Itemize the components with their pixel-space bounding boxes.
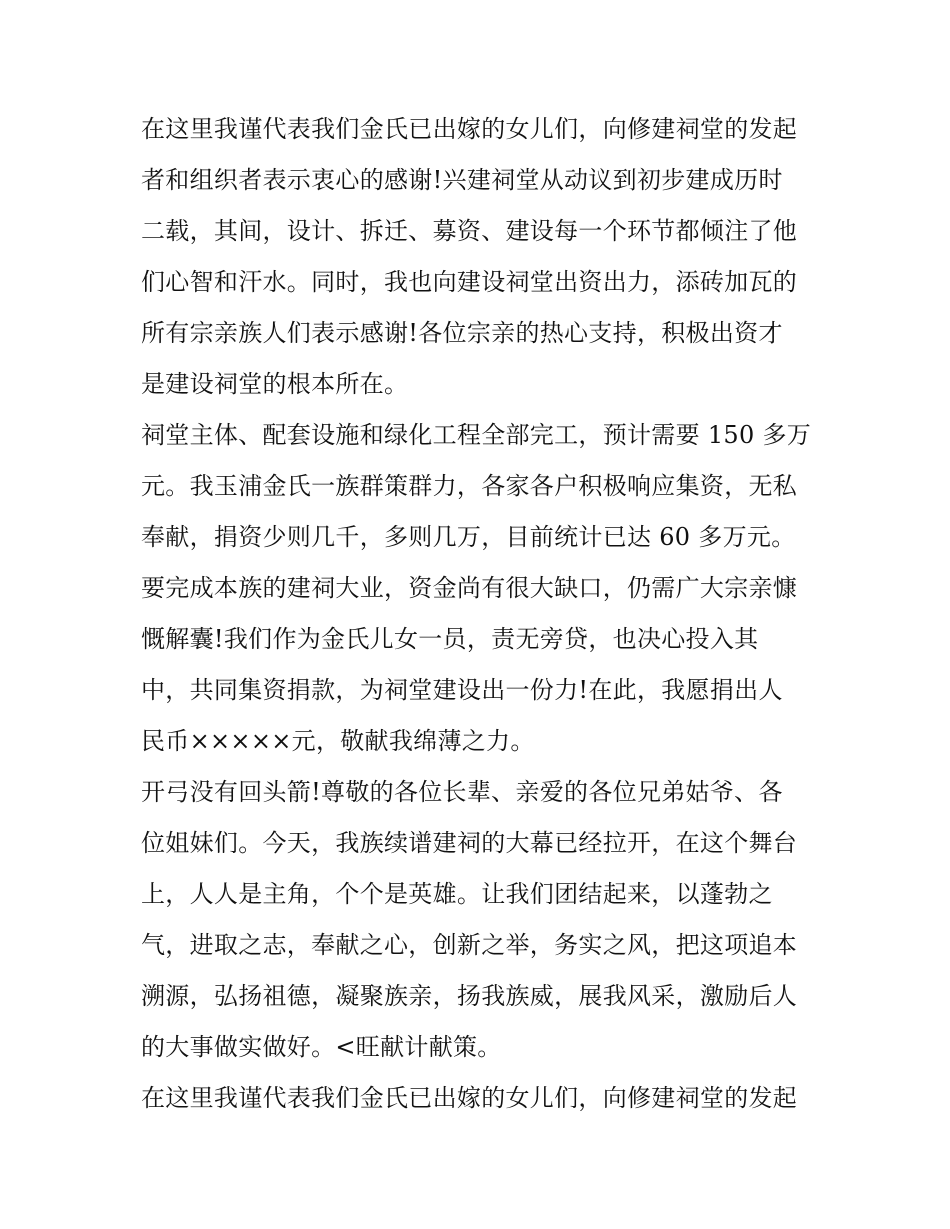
text-line: 溯源，弘扬祖德，凝聚族亲，扬我族威，展我风采，激励后人 xyxy=(141,982,798,1010)
text-line: 是建设祠堂的根本所在。 xyxy=(141,370,409,398)
text-line: 奉献，捐资少则几千，多则几万，目前统计已达 60 多万元。 xyxy=(141,523,796,551)
text-line: 慨解囊!我们作为金氏儿女一员，责无旁贷，也决心投入其 xyxy=(141,625,759,653)
text-line: 要完成本族的建祠大业，资金尚有很大缺口，仍需广大宗亲慷 xyxy=(141,574,798,602)
text-line: 祠堂主体、配套设施和绿化工程全部完工，预计需要 150 多万 xyxy=(141,421,812,449)
text-line: 所有宗亲族人们表示感谢!各位宗亲的热心支持，积极出资才 xyxy=(141,319,783,347)
document-body xyxy=(141,104,816,1124)
text-line: 的大事做实做好。<旺献计献策。 xyxy=(141,1033,502,1061)
text-line: 中，共同集资捐款，为祠堂建设出一份力!在此，我愿捐出人 xyxy=(141,676,783,704)
text-line: 开弓没有回头箭!尊敬的各位长辈、亲爱的各位兄弟姑爷、各 xyxy=(141,778,783,806)
text-line: 位姐妹们。今天，我族续谱建祠的大幕已经拉开，在这个舞台 xyxy=(141,829,798,857)
text-line: 二载，其间，设计、拆迁、募资、建设每一个环节都倾注了他 xyxy=(141,217,798,245)
text-line: 在这里我谨代表我们金氏已出嫁的女儿们，向修建祠堂的发起 xyxy=(141,115,798,143)
text-line: 者和组织者表示衷心的感谢!兴建祠堂从动议到初步建成历时 xyxy=(141,166,783,194)
text-line: 上，人人是主角，个个是英雄。让我们团结起来，以蓬勃之 xyxy=(141,880,773,908)
text-line: 民币×××××元，敬献我绵薄之力。 xyxy=(141,727,535,755)
text-line: 在这里我谨代表我们金氏已出嫁的女儿们，向修建祠堂的发起 xyxy=(141,1084,798,1112)
text-line: 元。我玉浦金氏一族群策群力，各家各户积极响应集资，无私 xyxy=(141,472,798,500)
text-line: 们心智和汗水。同时，我也向建设祠堂出资出力，添砖加瓦的 xyxy=(141,268,798,296)
text-line: 气，进取之志，奉献之心，创新之举，务实之风，把这项追本 xyxy=(141,931,798,959)
